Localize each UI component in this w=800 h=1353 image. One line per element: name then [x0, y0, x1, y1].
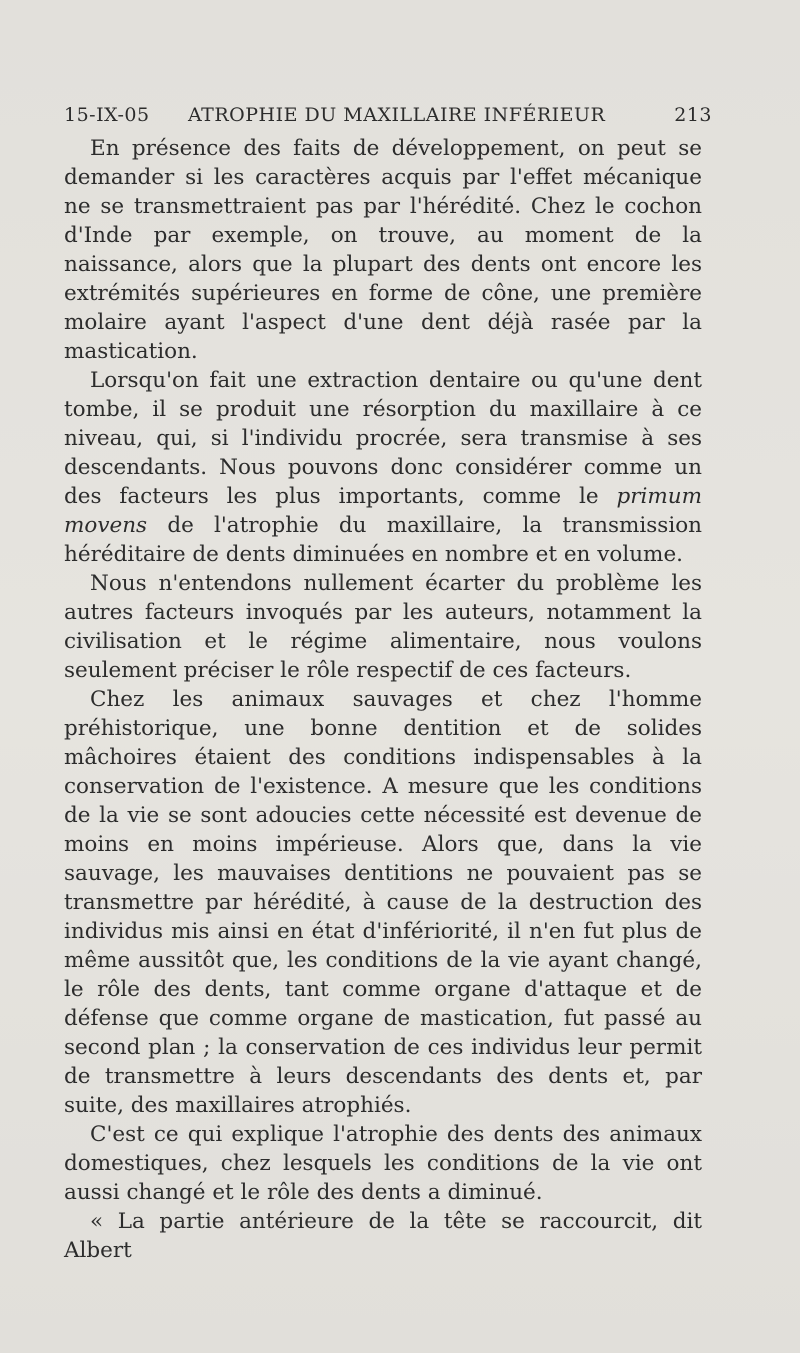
- page-number: 213: [674, 104, 712, 126]
- paragraph-2-after: de l'atrophie du maxillaire, la transmission héréditaire de dents diminuées en nombre et en volume.: [64, 513, 702, 567]
- paragraph-2-italic: primum movens: [64, 484, 702, 538]
- header-title: ATROPHIE DU MAXILLAIRE INFÉRIEUR: [188, 104, 606, 126]
- paragraph-4: Chez les animaux sauvages et chez l'homme préhistorique, une bonne dentition et de solides mâchoires étaient des conditions indispensables à la conservation de l'existence. A mesure que les conditions de la vie se sont adoucies cette nécessité est devenue de moins en moins impérieuse. Alors que, dans la vie sauvage, les mauvaises dentitions ne pouvaient pas se transmettre par hérédité, à cause de la destruction des individus mis ainsi en état d'infériorité, il n'en fut plus de même aussitôt que, les conditions de la vie ayant changé, le rôle des dents, tant comme organe d'attaque et de défense que comme organe de mastication, fut passé au second plan ; la conservation de ces individus leur permit de transmettre à leurs descendants des dents et, par suite, des maxillaires atrophiés.: [64, 687, 702, 1118]
- paragraph-6: « La partie antérieure de la tête se raccourcit, dit Albert: [64, 1209, 702, 1263]
- paragraph-2: [64, 366, 702, 569]
- header-date: 15-IX-05: [64, 104, 150, 126]
- running-header: [64, 104, 712, 134]
- paragraph-2-before: Lorsqu'on fait une extraction dentaire ou qu'une dent tombe, il se produit une résorption du maxillaire à ce niveau, qui, si l'individu procrée, sera transmise à ses descendants. Nous pouvons donc considérer comme un des facteurs les plus importants, comme le: [64, 368, 702, 509]
- paragraph-3: Nous n'entendons nullement écarter du problème les autres facteurs invoqués par les auteurs, notamment la civilisation et le régime alimentaire, nous voulons seulement préciser le rôle respectif de ces facteurs.: [64, 571, 702, 683]
- paragraph-5: C'est ce qui explique l'atrophie des dents des animaux domestiques, chez lesquels les conditions de la vie ont aussi changé et le rôle des dents a diminué.: [64, 1122, 702, 1205]
- body-text: [64, 134, 702, 1265]
- paragraph-1: En présence des faits de développement, on peut se demander si les caractères acquis par l'effet mécanique ne se transmettraient pas par l'hérédité. Chez le cochon d'Inde par exemple, on trouve, au moment de la naissance, alors que la plupart des dents ont encore les extrémités supérieures en forme de cône, une première molaire ayant l'aspect d'une dent déjà rasée par la mastication.: [64, 136, 702, 364]
